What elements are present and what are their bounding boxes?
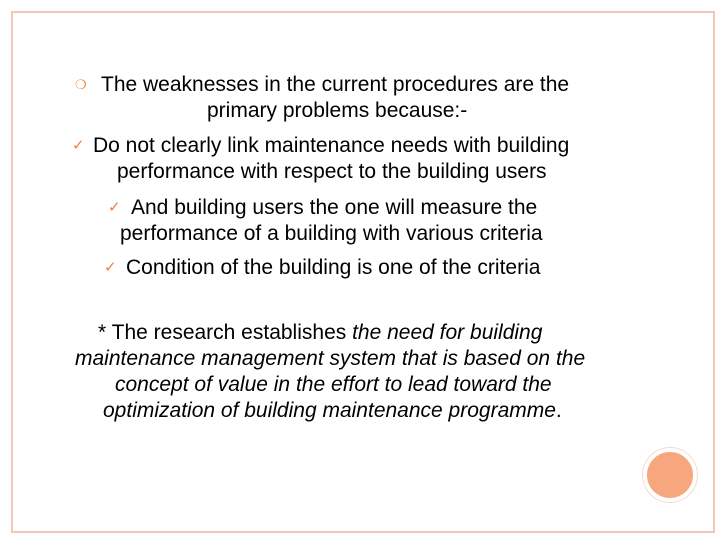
check2-line-1: And building users the one will measure the [131,196,538,219]
research-prefix: * The research establishes [98,321,347,344]
decorative-circle [643,448,697,502]
checkmark-icon: ✓ [104,259,117,276]
research-line-3: concept of value in the effort to lead toward the [115,373,552,396]
research-line-2: maintenance management system that is based on the [75,347,586,370]
research-line-4 [103,398,562,424]
intro-line-1: The weaknesses in the current procedures are the [101,73,570,96]
checkmark-icon: ✓ [108,199,121,216]
check3-line: Condition of the building is one of the criteria [126,256,541,279]
check1-line-1: Do not clearly link maintenance needs with building [93,134,570,157]
check2-line-2: performance of a building with various criteria [120,222,543,245]
research-italic-4: optimization of building maintenance programme [103,399,556,422]
research-line-1 [98,320,542,346]
circle-bullet-icon: ❍ [75,77,87,92]
research-italic-1: the need for building [352,321,543,344]
checkmark-icon: ✓ [72,137,85,154]
intro-line-2: primary problems because:- [207,99,468,122]
check1-line-2: performance with respect to the building users [117,160,547,183]
research-end: . [555,399,562,422]
